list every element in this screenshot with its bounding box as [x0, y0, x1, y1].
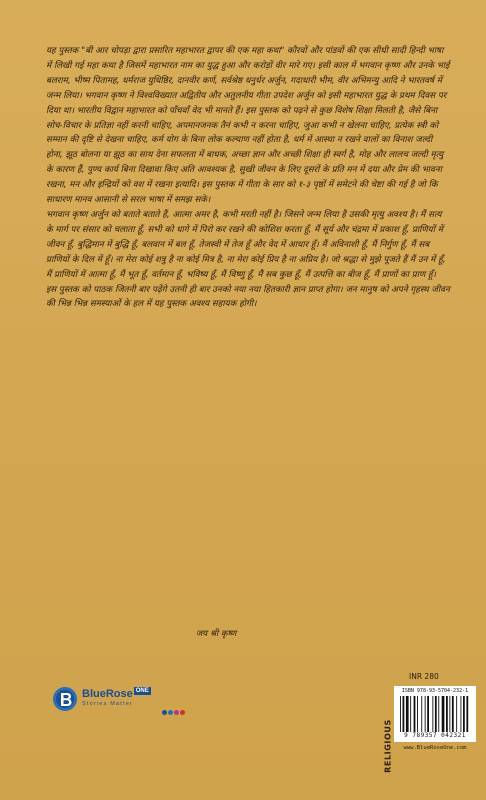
blurb-paragraph-2: भगवान कृष्ण अर्जुन को बताते बताते हैं, आत्मा अमर है, कभी मरती नहीं है। जिसने जन्म लिया है उसकी मृत्यु अवश्य है। मैं सत्य के मार्ग पर संसार को चलाता हूँ, सभी को धागे में पिरो कर रखने की कोशिश करता हूँ, मैं सूर्य और चंद्रमा में प्रकाश हूँ, प्राणियों में जीवन हूँ, बुद्धिमान में बुद्धि हूँ, बलवान में बल हूँ, तेजस्वी में तेज हूँ और वेद में आधार हूँ। मैं अविनाशी हूँ, मैं निर्गुण हूँ, मैं सब प्राणियों के दिल में हूँ। ना मेरा कोई शत्रु है ना कोई मित्र है, ना मेरा कोई प्रिय है ना अप्रिय है। जो श्रद्धा से मुझे पूजते हैं मैं उन में हूँ, मैं प्राणियों में आत्मा हूँ, मैं भूत हूँ, वर्तमान हूँ, भविष्य हूँ, मैं विष्णु हूँ, मैं सब कुछ हूँ, मैं उत्पत्ति का बीज हूँ, मैं प्राणों का प्राण हूँ।	[46, 209, 446, 280]
isbn-label: ISBN 978-93-5704-232-1	[401, 688, 469, 694]
social-icon-1	[162, 710, 167, 715]
barcode-number: 9 789357 042321	[404, 732, 466, 739]
signature-text: जय श्री कृष्ण	[196, 629, 237, 639]
blurb-paragraph-3: इस पुस्तक को पाठक जितनी बार पढ़ेंगे उतनी ही बार उनको नया नया हितकारी ज्ञान प्राप्त होगा। जन मानुष को अपने गृहस्थ जीवन की भिन्न भिन्न समस्याओं के हल में यह पुस्तक अवश्य सहायक होगी।	[46, 284, 450, 310]
publisher-tagline: Stories Matter	[82, 701, 134, 707]
social-icon-2	[168, 710, 173, 715]
barcode-icon	[400, 696, 470, 732]
website-label: www.BlueRoseOne.com	[403, 745, 467, 751]
social-icon-4	[180, 710, 185, 715]
barcode-panel	[394, 686, 476, 742]
price-label: INR 280	[409, 672, 439, 681]
bluerose-logo-icon	[52, 686, 78, 712]
publisher-logo	[52, 686, 172, 712]
blurb-text	[46, 44, 450, 312]
social-icon-3	[174, 710, 179, 715]
publisher-name: BlueRose $^{ONE}$	[82, 688, 149, 700]
publisher-name-suffix: ONE	[135, 688, 149, 694]
category-label: RELIGIOUS	[383, 719, 393, 773]
social-icons	[162, 700, 186, 708]
blurb-paragraph-1: यह पुस्तक "बी आर चोपड़ा द्वारा प्रसारित महाभारत द्वापर की एक महा कथा" कौरवों और पांडवों की एक सीधी सादी हिन्दी भाषा में लिखी गई महा कथा है जिसमें महाभारत नाम का युद्ध हुआ और करोड़ों वीर मारे गए। इसी काल में भगवान कृष्ण और उनके भाई बलराम, भीष्म पितामह, धर्मराज युधिष्ठिर, दानवीर कर्ण, सर्वश्रेष्ठ धनुर्धर अर्जुन, गदाधारी भीम, वीर अभिमन्यु आदि ने भारतवर्ष में जन्म लिया। भगवान कृष्ण ने विश्वविख्यात अद्वितीय और अतुलनीय गीता उपदेश अर्जुन को इसी महाभारत युद्ध के प्रथम दिवस पर दिया था। भारतीय विद्वान महाभारत को पाँचवाँ वेद भी मानते हैं। इस पुस्तक को पढ़ने से कुछ विशेष शिक्षा मिलती है, जैसे बिना सोच-विचार के प्रतिज्ञा नहीं करनी चाहिए, अपमानजनक तैनं कभी न करना चाहिए, जुआ कभी न खेलना चाहिए, प्रत्येक स्त्री को सम्मान की दृष्टि से देखना चाहिए, कर्म योग के बिना लोक कल्याण नहीं होता है, धर्म में आस्था न रखने वालों का विनाश जल्दी होना, झूठ बोलना या झूठ का साथ देना सफलता में बाधक, अच्छा ज्ञान और अच्छी शिक्षा ही स्वर्ग है, मोह और लालच जल्दी मृत्यु के कारण हैं, पुण्य कार्य बिना दिखावा किए अति आवश्यक है, सुखी जीवन के लिए दूसरों के प्रति मन में दया और प्रेम की भावना रखना, मन और इन्द्रियों को वश में रखना इत्यादि। इस पुस्तक में गीता के सार को १-३ पृष्ठों में समेटने की चेष्टा की गई है जो कि साधारण मानव आसानी से सरल भाषा में समझ सके।	[46, 46, 450, 206]
